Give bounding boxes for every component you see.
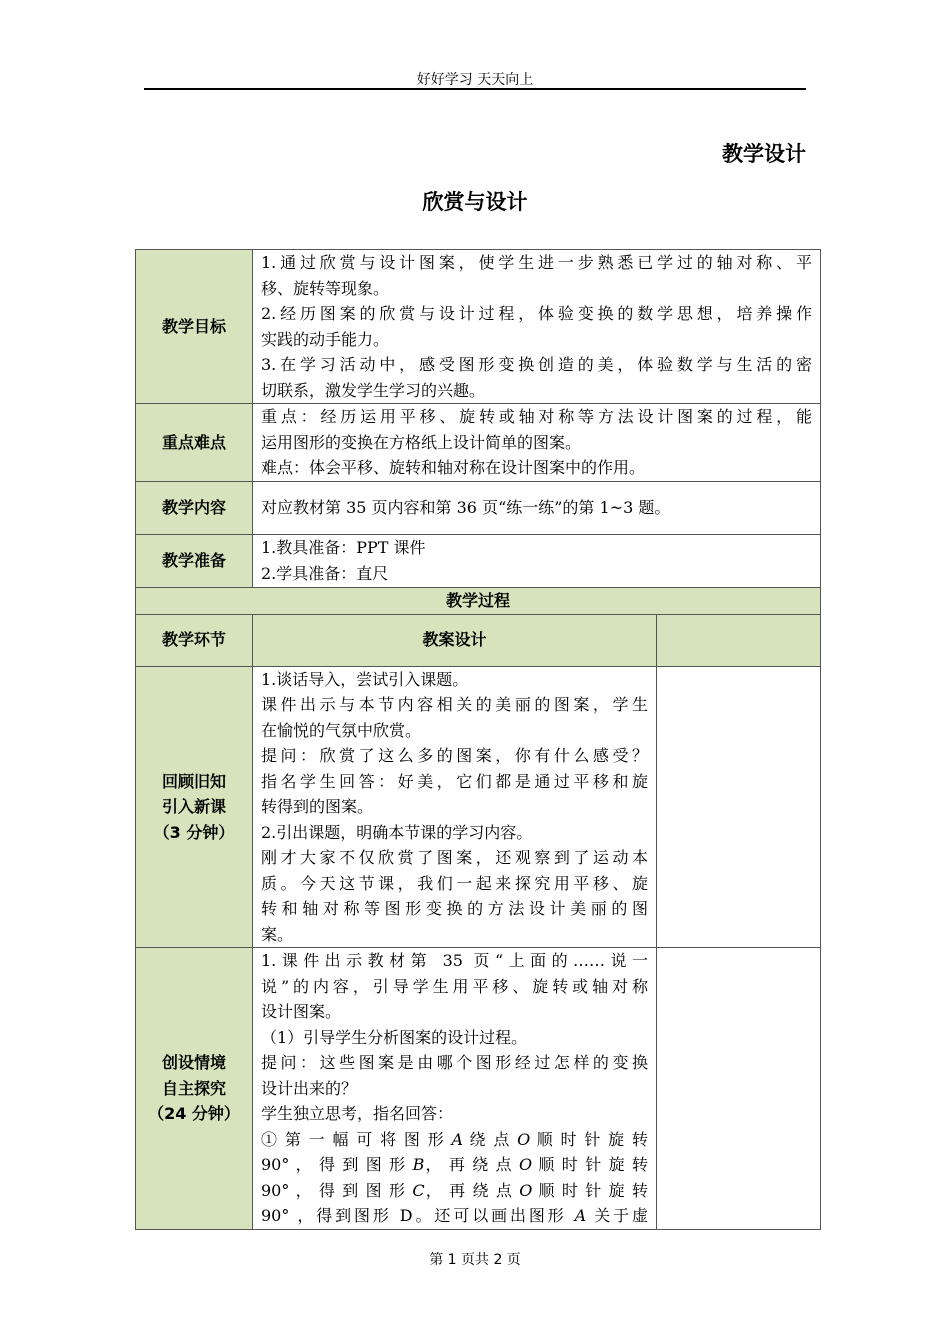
stage-1-line: 在愉悦的气氛中欣赏。 [261, 720, 422, 740]
key-points-line: 难点：体会平移、旋转和轴对称在设计图案中的作用。 [261, 458, 646, 477]
goals-line: 1.通过欣赏与设计图案，使学生进一步熟悉已学过的轴对称、平 [261, 253, 812, 272]
stage-2-row [136, 948, 821, 1230]
key-points-cell [253, 404, 821, 482]
document-title: 欣赏与设计 [422, 190, 528, 214]
stage-2-line: 90° ， 得 到 图 形 𝐶， 再 绕 点 𝑂 顺 时 针 旋 转 [261, 1180, 648, 1200]
document-type: 教学设计 [722, 142, 806, 166]
stage-1-row [136, 666, 821, 948]
goals-line: 实践的动手能力。 [261, 329, 390, 349]
stage-1-line: 提问：欣赏了这么多的图案，你有什么感受？ [261, 746, 648, 765]
prep-cell [253, 534, 821, 587]
goals-line: 移、旋转等现象。 [261, 278, 390, 298]
process-title-row [136, 587, 821, 614]
stage-2-line: ① 第 一 幅 可 将 图 形 𝐴 绕 点 𝑂 顺 时 针 旋 转 [261, 1129, 648, 1149]
lesson-plan-table [135, 249, 821, 1230]
stage-1-line: 1.谈话导入，尝试引入课题。 [261, 669, 469, 689]
stage-2-line: 学生独立思考，指名回答： [261, 1104, 454, 1123]
stage-2-design [253, 948, 657, 1230]
stage-1-line: 指名学生回答：好美，它们都是通过平移和旋 [261, 771, 648, 791]
prep-line: 1.教具准备：PPT 课件 [261, 538, 426, 557]
header-divider [144, 88, 806, 90]
key-points-row [136, 404, 821, 482]
stage-2-line: 设计图案。 [261, 1002, 342, 1021]
content-label: 教学内容 [136, 481, 253, 534]
goals-line: 切联系，激发学生学习的兴趣。 [261, 380, 486, 400]
stage-1-line: 案。 [261, 924, 294, 944]
process-title: 教学过程 [136, 587, 821, 614]
page-footer: 第 1 页共 2 页 [429, 1252, 521, 1268]
stage-2-line: 90° ，得到图形 D。还可以画出图形 𝐴 关于虚 [261, 1206, 648, 1225]
stage-2-line: 1.课件出示教材第 35 页“上面的……说一 [261, 951, 648, 970]
goals-line: 2.经历图案的欣赏与设计过程，体验变换的数学思想，培养操作 [261, 304, 812, 323]
stage-1-line: 课件出示与本节内容相关的美丽的图案，学生 [261, 695, 648, 714]
process-header-row [136, 614, 821, 666]
stage-1-line: 质。今天这节课，我们一起来探究用平移、旋 [261, 873, 648, 893]
notes-column-header [657, 614, 821, 666]
stage-1-design [253, 666, 657, 948]
stage-1-label: 回顾旧知 引入新课 （3 分钟） [136, 666, 253, 948]
stage-2-line: （1）引导学生分析图案的设计过程。 [261, 1027, 528, 1047]
stage-2-notes [657, 948, 821, 1230]
goals-line: 3.在学习活动中，感受图形变换创造的美，体验数学与生活的密 [261, 355, 812, 374]
goals-cell [253, 250, 821, 404]
stage-2-line: 90° ， 得 到 图 形 𝐵， 再 绕 点 𝑂 顺 时 针 旋 转 [261, 1155, 648, 1174]
stage-1-line: 转和轴对称等图形变换的方法设计美丽的图 [261, 899, 648, 918]
stage-2-line: 设计出来的？ [261, 1078, 358, 1098]
prep-label: 教学准备 [136, 534, 253, 587]
stage-2-line: 提问：这些图案是由哪个图形经过怎样的变换 [261, 1053, 648, 1072]
content-text: 对应教材第 35 页内容和第 36 页“练一练”的第 1~3 题。 [261, 497, 671, 517]
key-points-line: 重点：经历运用平移、旋转或轴对称等方法设计图案的过程，能 [261, 407, 812, 426]
content-cell [253, 481, 821, 534]
content-row [136, 481, 821, 534]
key-points-line: 运用图形的变换在方格纸上设计简单的图案。 [261, 432, 582, 452]
stage-column-header: 教学环节 [136, 614, 253, 666]
stage-1-line: 刚才大家不仅欣赏了图案，还观察到了运动本 [261, 848, 648, 867]
page-header: 好好学习 天天向上 [416, 72, 534, 88]
stage-2-line: 说”的内容，引导学生用平移、旋转或轴对称 [261, 976, 648, 996]
goals-row [136, 250, 821, 404]
goals-label: 教学目标 [136, 250, 253, 404]
prep-row [136, 534, 821, 587]
prep-line: 2.学具准备：直尺 [261, 563, 389, 583]
design-column-header: 教案设计 [253, 614, 657, 666]
stage-1-line: 2.引出课题，明确本节课的学习内容。 [261, 822, 533, 842]
stage-1-line: 转得到的图案。 [261, 797, 374, 816]
key-points-label: 重点难点 [136, 404, 253, 482]
stage-1-notes [657, 666, 821, 948]
stage-2-label: 创设情境 自主探究 （24 分钟） [136, 948, 253, 1230]
